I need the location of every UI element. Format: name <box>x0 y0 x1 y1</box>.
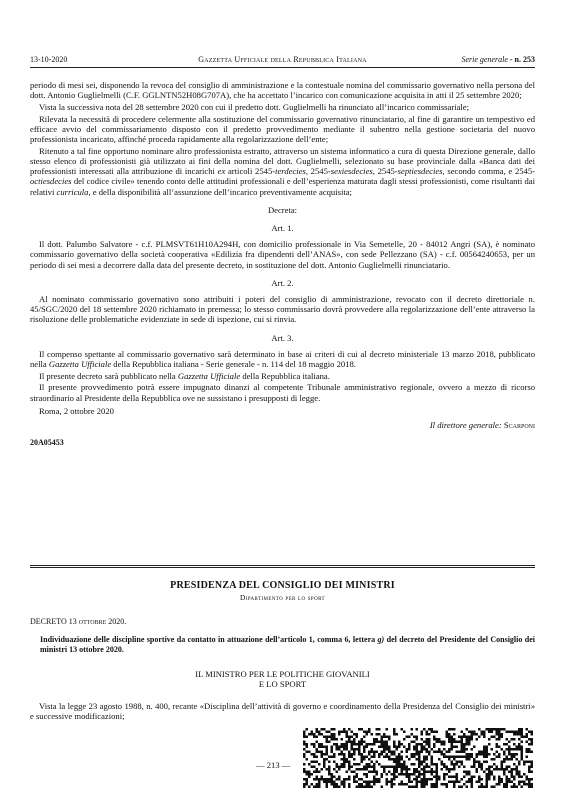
header-series <box>461 54 535 66</box>
decree-date: 13 ottobre 2020. <box>68 617 127 627</box>
paragraph-continuation: periodo di mesi sei, disponendo la revoca del consiglio di amministrazione e la contestuale nomina del commissario governativo nella persona del dott. Antonio Guglielmelli (C.F. GGLNTN52H08G707A), che ha accettato l’incarico con comunicazione acquisita in atti il 25 settembre 2020; <box>30 80 535 101</box>
page-header <box>30 54 535 66</box>
article-3-text: Il compenso spettante al commissario governativo sarà determinato in base ai criteri di cui al decreto ministeriale 13 marzo 2018, pubblicato nella Gazzetta Ufficiale della Repubblica italiana - Serie generale - n. 114 del 18 maggio 2018. <box>30 348 535 369</box>
article-3-title: Art. 3. <box>271 332 294 343</box>
minister-heading: IL MINISTRO PER LE POLITICHE GIOVANILI E LO SPORT <box>195 668 370 689</box>
article-1-title: Art. 1. <box>271 222 294 233</box>
new-decree-section <box>30 580 535 721</box>
section-separator-top <box>30 565 535 566</box>
signature <box>30 420 535 430</box>
signer-role: Il direttore generale: <box>429 419 504 430</box>
decreta-heading: Decreta: <box>267 204 298 215</box>
appeal-paragraph: Il presente provvedimento potrà essere impugnato dinanzi al competente Tribunale amministrativo regionale, ovvero a mezzo di ricorso straordinario al Presidente della Repubblica ove ne sussistano i presupposti di legge. <box>30 382 535 403</box>
article-2-title: Art. 2. <box>271 277 294 288</box>
paragraph-rilevata: Rilevata la necessità di procedere celermente alla sostituzione del commissario governativo rinunciatario, al fine di garantire un tempestivo ed efficace avvio del commissariamento disposto con il predetto provvedimento mediante il subentro nella gestione societaria del nuovo professionista incaricato, affinché proceda rapidamente alla regolarizzazione dell’ente; <box>30 113 535 145</box>
publication-paragraph: Il presente decreto sarà pubblicato nella Gazzetta Ufficiale della Repubblica italiana. <box>39 370 330 381</box>
department-heading: Dipartimento per lo sport <box>239 593 325 602</box>
decree-date-line <box>30 617 535 627</box>
paragraph-ritenuto: Ritenuto a tal fine opportuno nominare altro professionista estratto, attraverso un sistema informatico a cura di questa Direzione generale, dallo stesso elenco di professionisti già utilizzato ai fini della nomina del dott. Guglielmelli, selezionato su base provinciale dalla «Banca dati dei professionisti interessati alla attribuzione di incarichi ex articoli 2545-terdecies, 2545-sexiesdecies, 2545-septiesdecies, secondo comma, e 2545-octiesdecies del codice civile» tenendo conto delle attitudini professionali e dell’esperienza maturata dagli stessi professionisti, come risultanti dai relativi curricula, e della disponibilità all’assunzione dell’incarico preventivamente acquisita; <box>30 145 536 197</box>
header-issue-number: - n. 253 <box>509 55 535 64</box>
decree-title: Individuazione delle discipline sportive da contatto in attuazione dell’articolo 1, comma 6, lettera g) del decreto del Presidente del Consiglio dei ministri 13 ottobre 2020. <box>40 635 535 654</box>
page-number: — 213 — <box>256 760 291 770</box>
decree-body <box>30 80 535 450</box>
place-date: Roma, 2 ottobre 2020 <box>39 405 114 416</box>
header-gazette-title: Gazzetta Ufficiale della Repubblica Italiana <box>198 55 367 64</box>
header-date: 13-10-2020 <box>30 55 68 64</box>
header-rule <box>30 67 535 68</box>
header-series-label: Serie generale <box>461 55 508 64</box>
vista-paragraph: Vista la legge 23 agosto 1988, n. 400, recante «Disciplina dell’attività di governo e coordinamento della Presidenza del Consiglio dei ministri» e successive modificazioni; <box>30 700 535 721</box>
article-1-text: Il dott. Palumbo Salvatore - c.f. PLMSVT61H10A294H, con domicilio professionale in Via Semetelle, 20 - 84012 Angri (SA), è nominato commissario governativo della società cooperativa «Edilizia fra dipendenti dell’ANAS», con sede Pellezzano (SA) - c.f. 00564240653, per un periodo di sei mesi a decorrere dalla data del presente decreto, in sostituzione del dott. Antonio Guglielmelli rinunciatario. <box>30 239 535 270</box>
signer-name: Scarponi <box>503 419 535 430</box>
section-separator-bottom <box>30 567 535 568</box>
document-code: 20A05453 <box>30 438 64 448</box>
paragraph-vista: Vista la successiva nota del 28 settembre 2020 con cui il predetto dott. Guglielmelli ha rinunciato all’incarico commissariale; <box>39 101 469 112</box>
article-2-text: Al nominato commissario governativo sono attribuiti i poteri del consiglio di amministrazione, revocato con il decreto direttoriale n. 45/SGC/2020 del 18 settembre 2020 richiamato in premessa; lo stesso commissario dovrà provvedere alla regolarizzazione dell’ente attraverso la risoluzione delle problematiche evidenziate in sede di ispezione, cui si rinvia. <box>30 293 535 325</box>
section-heading: PRESIDENZA DEL CONSIGLIO DEI MINISTRI <box>170 580 395 591</box>
decree-label: DECRETO <box>30 617 67 627</box>
barcode-image <box>303 728 535 788</box>
